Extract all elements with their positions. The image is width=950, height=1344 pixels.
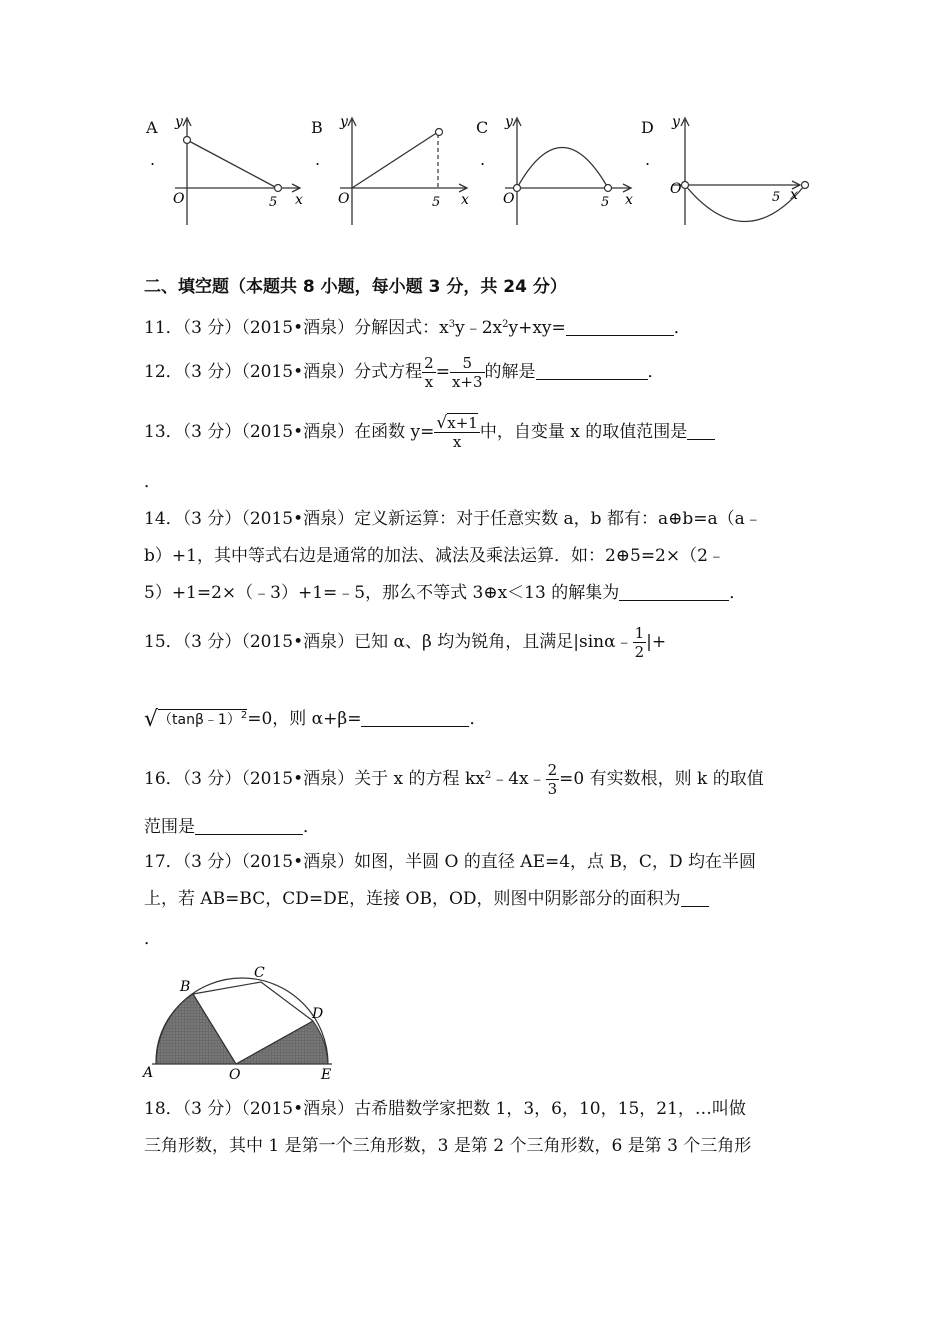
graph-d-o: O [670,181,682,197]
graph-d [660,110,810,230]
q15-fraction: $\frac{1}{2}$ [634,624,645,661]
shaded-region-left [156,994,236,1064]
q13-answer-blank[interactable] [687,421,715,440]
q17-end: ． [144,929,161,949]
q14-line-3-text: 5）+1=2×（﹣3）+1=﹣5，那么不等式 3⊕x＜13 的解集为 [144,583,620,603]
point-e-label: E [321,1067,332,1083]
point-c-label: C [254,965,265,981]
graph-d-y: y [672,114,680,130]
q11-mid2: y+xy= [508,318,566,338]
graph-a-y: y [175,114,183,130]
q16-end: ． [303,817,320,837]
q13-end: ． [144,472,161,492]
q15-suffix: |+ [646,632,667,652]
q12-fraction-1: $\frac{2}{x}$ [424,354,434,391]
q12-equals: = [435,362,450,382]
point-a-label: A [143,1065,154,1081]
graph-d-tick: 5 [772,190,781,205]
q11-answer-blank[interactable] [566,317,674,336]
option-a-dot: . [150,150,156,169]
q15-prefix: 15．（3 分）（2015•酒泉）已知 α、β 均为锐角，且满足|sinα﹣ [144,632,633,652]
option-d-dot: . [645,150,651,169]
q17-line-2-text: 上，若 AB=BC，CD=DE，连接 OB，OD，则图中阴影部分的面积为 [144,889,681,909]
graph-c [495,110,645,230]
question-11 [144,313,691,340]
q16-line-2-text: 范围是 [144,817,195,837]
graph-b-curve [352,132,438,188]
q14-answer-blank[interactable] [619,582,729,601]
graph-c-o: O [503,191,515,207]
q16-prefix: 16．（3 分）（2015•酒泉）关于 x 的方程 kx [144,769,485,789]
question-13 [144,410,715,454]
question-12 [144,352,665,392]
q12-end: ． [647,362,665,382]
q12-answer-blank[interactable] [536,361,648,380]
graph-b-o: O [338,191,350,207]
question-15 [144,620,666,664]
q14-line-3 [144,581,746,605]
q13-suffix: 中，自变量 x 的取值范围是 [479,422,688,442]
graph-a-curve [187,140,277,188]
graph-c-curve [517,148,608,189]
q13-prefix: 13．（3 分）（2015•酒泉）在函数 y= [144,422,435,442]
graph-c-tick: 5 [601,195,610,210]
q15-answer-blank[interactable] [361,708,469,727]
question-16 [144,754,764,801]
q14-end: ． [729,583,747,603]
q15-end: ． [469,709,487,729]
graph-a [165,110,315,230]
graph-b-tick: 5 [432,195,441,210]
graph-c-x: x [625,192,633,208]
q11-exp3: 3 [448,319,456,330]
point-d-label: D [312,1006,324,1022]
q15-line-2 [144,704,486,732]
q14-line-2: b）+1，其中等式右边是通常的加法、减法及乘法运算．如：2⊕5=2×（2﹣ [144,546,725,566]
q15-line-2-text: =0，则 α+β= [247,709,362,729]
graph-b-y: y [340,114,348,130]
q16-exp: 2 [484,770,492,781]
q16-answer-blank[interactable] [195,816,303,835]
q16-fraction: $\frac{2}{3}$ [547,761,558,798]
semicircle-figure [140,960,350,1085]
graph-c-y: y [505,114,513,130]
q14-line-1: 14．（3 分）（2015•酒泉）定义新运算：对于任意实数 a，b 都有：a⊕b=a（a﹣ [144,509,762,529]
option-c-dot: . [480,150,486,169]
q11-exp2: 2 [502,319,509,330]
option-b-dot: . [315,150,321,169]
graph-d-x: x [790,187,798,203]
graph-a-x: x [295,192,303,208]
q12-fraction-2: $\frac{5}{x+3}$ [451,354,483,391]
option-a-label: A [146,118,158,137]
graph-a-o: O [173,191,185,207]
q13-fraction: $\frac{√x+1}{x}$ [436,413,478,451]
q11-end: ． [673,318,691,338]
option-d-label: D [641,118,654,137]
q15-exp: 2 [240,710,248,721]
q16-suffix: =0 有实数根，则 k 的取值 [559,769,764,789]
q15-radicand: （tanβ﹣1） [158,712,241,728]
q17-answer-blank[interactable] [681,888,709,907]
q17-line-1: 17．（3 分）（2015•酒泉）如图，半圆 O 的直径 AE=4，点 B，C，D 均在半圆 [144,852,756,872]
q18-line-2: 三角形数，其中 1 是第一个三角形数，3 是第 2 个三角形数，6 是第 3 个三角形 [144,1136,752,1156]
q16-mid: ﹣4x﹣ [491,769,546,789]
section-title: 二、填空题（本题共 8 小题，每小题 3 分，共 24 分） [144,277,567,297]
q11-mid1: y﹣2x [455,318,503,338]
q11-prefix: 11．（3 分）（2015•酒泉）分解因式：x [144,318,449,338]
q12-suffix: 的解是 [484,362,536,382]
graph-b-x: x [461,192,469,208]
q16-line-2 [144,815,320,839]
graph-a-tick: 5 [269,195,278,210]
graph-d-curve [685,185,805,222]
q12-prefix: 12．（3 分）（2015•酒泉）分式方程 [144,362,423,382]
option-c-label: C [476,118,489,137]
option-b-label: B [311,118,323,137]
point-b-label: B [180,979,191,995]
q13-radicand: x+1 [447,414,478,432]
q13-denominator: x [452,433,462,451]
q17-line-2 [144,887,709,911]
graph-b [330,110,480,230]
q18-line-1: 18．（3 分）（2015•酒泉）古希腊数学家把数 1，3，6，10，15，21，…叫做 [144,1099,746,1119]
shaded-region-right [236,1021,328,1064]
q15-sqrt-sign: √ [144,707,159,732]
point-o-label: O [229,1067,241,1083]
